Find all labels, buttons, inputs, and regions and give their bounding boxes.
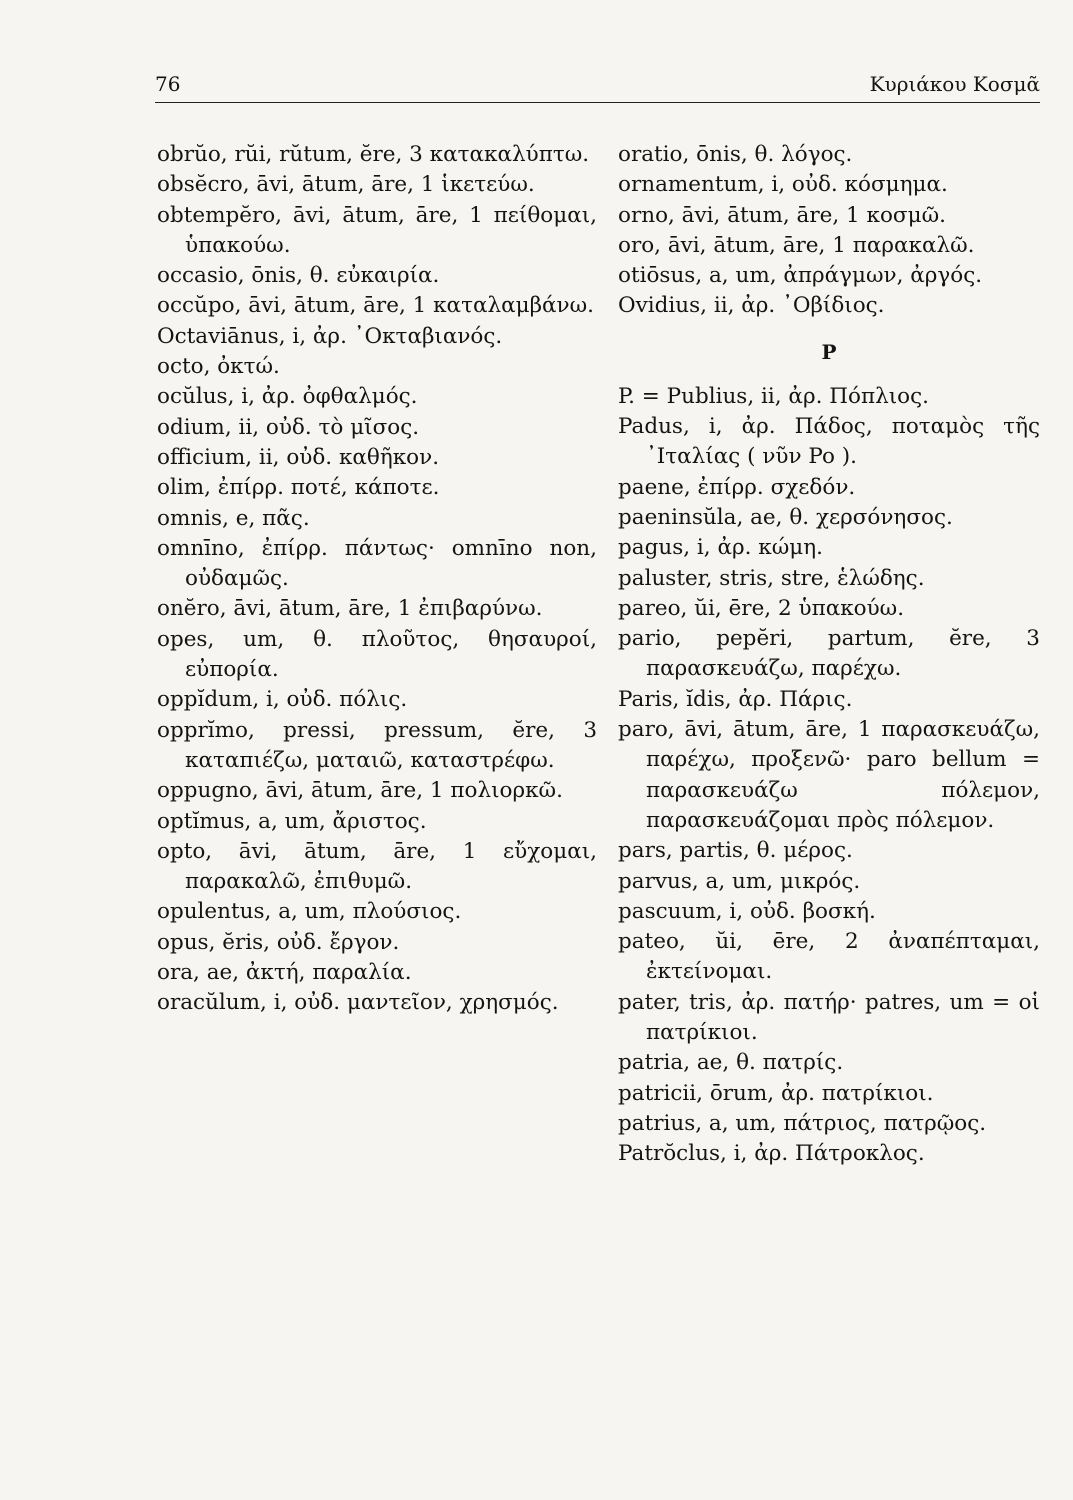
entry-obsecro: obsĕcro, āvi, ātum, āre, 1 ἱκετεύω. (157, 172, 535, 198)
entry-patria: patria, ae, θ. πατρίς. (618, 1050, 844, 1076)
entry-otiosus: otiōsus, a, um, ἀπράγμων, ἀργός. (618, 263, 983, 289)
entry-paeninsula: paeninsŭla, ae, θ. χερσόνησος. (618, 504, 953, 530)
entry-pars: pars, partis, θ. μέρος. (618, 838, 853, 864)
running-head-author: Κυριάκου Κοσμᾶ (869, 72, 1040, 96)
entry-ornamentum: ornamentum, i, οὐδ. κόσμημα. (618, 172, 948, 198)
entry-obruo: obrŭo, rŭi, rŭtum, ĕre, 3 κατακαλύπτω. (157, 142, 590, 167)
entry-pareo: pareo, ŭi, ēre, 2 ὑπακούω. (618, 595, 905, 621)
entry-patrius: patrius, a, um, πάτριος, πατρῷος. (618, 1110, 987, 1136)
entry-padus: Padus, i, ἀρ. Πάδος, ποταμὸς τῆς ᾿Ιταλίας ( νῦν Po ). (618, 414, 1040, 470)
entry-paris: Paris, ĭdis, ἀρ. Πάρις. (618, 686, 853, 712)
entry-oro: oro, āvi, ātum, āre, 1 παρακαλῶ. (618, 232, 975, 258)
entry-omnino: omnīno, ἐπίρρ. πάντως· omnīno non, οὐδαμῶς. (157, 535, 597, 592)
entry-ovidius: Ovidius, ii, ἀρ. ᾿Οβίδιος. (618, 293, 885, 319)
entry-patroclus: Patrŏclus, i, ἀρ. Πάτροκλος. (618, 1141, 925, 1167)
entry-publius: P. = Publius, ii, ἀρ. Πόπλιος. (618, 383, 929, 409)
section-letter-heading: P (821, 339, 837, 364)
entry-opes: opes, um, θ. πλοῦτος, θησαυροί, εὐπορία. (157, 626, 597, 683)
entry-opulentus: opulentus, a, um, πλούσιος. (157, 899, 462, 925)
entry-paluster: paluster, stris, stre, ἑλώδης. (618, 565, 925, 591)
entry-pateo: pateo, ŭi, ēre, 2 ἀναπέπταμαι, ἐκτείνομαι. (618, 929, 1040, 985)
entry-onero: onĕro, āvi, ātum, āre, 1 ἐπιβαρύνω. (157, 596, 543, 622)
page-header (155, 72, 1040, 102)
entry-pater: pater, tris, ἀρ. πατήρ· patres, um = οἱ πατρίκιοι. (618, 989, 1040, 1046)
entry-paro: paro, āvi, ātum, āre, 1 παρασκευάζω, παρέχω, προξενῶ· paro bellum = παρασκευάζω πόλεμον, παρασκευάζομαι πρὸς πόλεμον. (618, 717, 1040, 833)
entry-octo: octo, ὀκτώ. (157, 354, 280, 380)
entry-ora: ora, ae, ἀκτή, παραλία. (157, 960, 412, 986)
entry-occasio: occasio, ōnis, θ. εὐκαιρία. (157, 263, 440, 289)
entry-officium: officium, ii, οὐδ. καθῆκον. (157, 444, 440, 470)
entry-oppidum: oppĭdum, i, οὐδ. πόλις. (157, 687, 408, 713)
entry-opprimo: opprĭmo, pressi, pressum, ĕre, 3 καταπιέζω, ματαιῶ, καταστρέφω. (157, 717, 597, 773)
entry-pagus: pagus, i, ἀρ. κώμη. (618, 535, 823, 561)
entry-obtempero: obtempĕro, āvi, ātum, āre, 1 πείθομαι, ὑπακούω. (157, 202, 597, 258)
entry-oppugno: oppugno, āvi, ātum, āre, 1 πολιορκῶ. (157, 778, 563, 804)
entry-odium: odium, ii, οὐδ. τὸ μῖσος. (157, 414, 420, 440)
entry-parvus: parvus, a, um, μικρός. (618, 868, 861, 894)
entry-orno: orno, āvi, ātum, āre, 1 κοσμῶ. (618, 202, 946, 228)
left-column (157, 140, 597, 1019)
entry-pascuum: pascuum, i, οὐδ. βοσκή. (618, 898, 876, 924)
entry-paene: paene, ἐπίρρ. σχεδόν. (618, 474, 856, 500)
entry-oraculum: oracŭlum, i, οὐδ. μαντεῖον, χρησμός. (157, 990, 559, 1016)
entry-olim: olim, ἐπίρρ. ποτέ, κάποτε. (157, 475, 440, 501)
header-rule (155, 102, 1040, 103)
entry-oculus: ocŭlus, i, ἀρ. ὀφθαλμός. (157, 384, 418, 410)
entry-patricii: patricii, ōrum, ἀρ. πατρίκιοι. (618, 1080, 934, 1106)
entry-omnis: omnis, e, πᾶς. (157, 505, 310, 531)
entry-optimus: optĭmus, a, um, ἄριστος. (157, 808, 427, 834)
entry-opus: opus, ĕris, οὐδ. ἔργον. (157, 929, 400, 955)
entry-occupo: occŭpo, āvi, ātum, āre, 1 καταλαμβάνω. (157, 293, 594, 319)
entry-opto: opto, āvi, ātum, āre, 1 εὔχομαι, παρακαλῶ, ἐπιθυμῶ. (157, 838, 597, 895)
entry-octavianus: Octaviānus, i, ἀρ. ᾿Οκταβιανός. (157, 323, 503, 349)
page-number: 76 (155, 72, 181, 96)
right-column (618, 140, 1040, 1170)
entry-oratio: oratio, ōnis, θ. λόγος. (618, 142, 853, 167)
entry-pario: pario, pepĕri, partum, ĕre, 3 παρασκευάζω, παρέχω. (618, 626, 1040, 682)
